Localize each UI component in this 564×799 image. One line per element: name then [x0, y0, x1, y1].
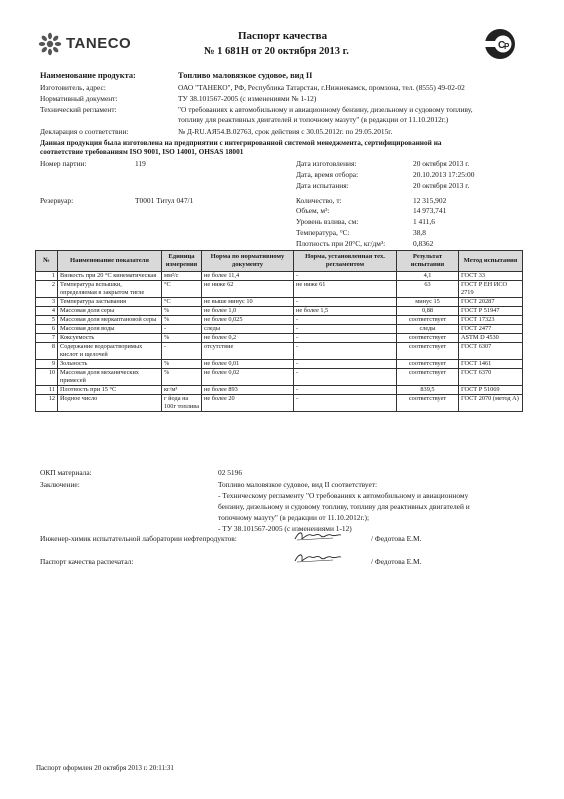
row-norm: не более 0,025: [202, 316, 294, 325]
row-norm: не более 11,4: [202, 272, 294, 281]
row-result: 0,88: [397, 307, 459, 316]
manufacturer-value: ОАО "ТАНЕКО", РФ, Республика Татарстан, г.Нижнекамск, промзона, тел. (8555) 49-02-02: [178, 83, 465, 92]
row-norm: не выше минус 10: [202, 298, 294, 307]
table-row: [36, 298, 523, 307]
row-regulation: -: [294, 272, 397, 281]
row-indicator: Температура застывания: [58, 298, 162, 307]
row-norm: не более 0,01: [202, 360, 294, 369]
row-unit: %: [162, 334, 202, 343]
certification-mark-icon: [482, 26, 518, 62]
engineer-signature-label: Инженер-химик испытательной лаборатории нефтепродуктов:: [40, 534, 237, 543]
row-norm: не более 0,2: [202, 334, 294, 343]
table-row: [36, 343, 523, 360]
table-row: [36, 395, 523, 412]
normative-doc-value: ТУ 38.101567-2005 (с изменениями № 1-12): [178, 94, 317, 103]
row-unit: кг/м³: [162, 386, 202, 395]
table-row: [36, 386, 523, 395]
row-regulation: -: [294, 386, 397, 395]
row-method: ГОСТ Р 51069: [459, 386, 523, 395]
product-name-label: Наименование продукта:: [40, 71, 136, 80]
product-name-value: Топливо маловязкое судовое, вид II: [178, 71, 313, 80]
sampling-date-label: Дата, время отбора:: [296, 170, 359, 179]
row-norm: не ниже 62: [202, 281, 294, 298]
row-number: 7: [36, 334, 58, 343]
volume-value: 14 973,741: [413, 206, 447, 215]
tech-regulation-label: Технический регламент:: [40, 105, 117, 114]
row-regulation: -: [294, 325, 397, 334]
table-row: [36, 307, 523, 316]
row-unit: г йода на 100г топлива: [162, 395, 202, 412]
sampling-date-value: 20.10.2013 17:25:00: [413, 170, 475, 179]
row-unit: °С: [162, 298, 202, 307]
row-number: 2: [36, 281, 58, 298]
row-regulation: -: [294, 369, 397, 386]
conclusion-line: бензину, дизельному и судовому топливу, топливу для реактивных двигателей и: [218, 502, 470, 511]
taneco-emblem-icon: [38, 32, 62, 56]
row-number: 10: [36, 369, 58, 386]
row-method: ГОСТ Р 51947: [459, 307, 523, 316]
row-result: соответствует: [397, 369, 459, 386]
table-row: [36, 360, 523, 369]
row-result: соответствует: [397, 343, 459, 360]
reservoir-value: Т0001 Титул 047/1: [135, 196, 194, 205]
row-norm: не более 893: [202, 386, 294, 395]
row-result: соответствует: [397, 316, 459, 325]
conclusion-line: - ТУ 38.101567-2005 (с изменениями 1-12): [218, 524, 352, 533]
row-method: ГОСТ Р ЕН ИСО 2719: [459, 281, 523, 298]
row-unit: %: [162, 369, 202, 386]
production-date-value: 20 октября 2013 г.: [413, 159, 470, 168]
quantity-value: 12 315,902: [413, 196, 447, 205]
col-header-regulation: Норма, установленная тех. регламентом: [294, 251, 397, 272]
temperature-label: Температура, °С:: [296, 228, 350, 237]
table-row: [36, 316, 523, 325]
row-method: ГОСТ 6307: [459, 343, 523, 360]
row-number: 6: [36, 325, 58, 334]
test-date-value: 20 октября 2013 г.: [413, 181, 470, 190]
row-indicator: Плотность при 15 °С: [58, 386, 162, 395]
table-row: [36, 281, 523, 298]
row-result: 839,5: [397, 386, 459, 395]
row-unit: %: [162, 360, 202, 369]
row-indicator: Содержание водорастворимых кислот и щелочей: [58, 343, 162, 360]
row-number: 4: [36, 307, 58, 316]
footer-timestamp: Паспорт оформлен 20 октября 2013 г. 20:11:31: [36, 764, 174, 772]
row-method: ГОСТ 2477: [459, 325, 523, 334]
table-row: [36, 334, 523, 343]
engineer-signature-icon: [293, 529, 343, 543]
row-indicator: Массовая доля серы: [58, 307, 162, 316]
tech-regulation-value: "О требованиях к автомобильному и авиационному бензину, дизельному и судовому топливу,: [178, 105, 473, 114]
reservoir-label: Резервуар:: [40, 196, 74, 205]
row-regulation: -: [294, 395, 397, 412]
row-number: 5: [36, 316, 58, 325]
row-norm: не более 20: [202, 395, 294, 412]
table-body: [36, 272, 523, 412]
row-regulation: -: [294, 360, 397, 369]
col-header-unit: Единица измерения: [162, 251, 202, 272]
row-indicator: Зольность: [58, 360, 162, 369]
col-header-indicator: Наименование показателя: [58, 251, 162, 272]
table-row: [36, 325, 523, 334]
row-result: 63: [397, 281, 459, 298]
logo-text: TANECO: [66, 35, 132, 52]
row-method: ГОСТ 2070 (метод А): [459, 395, 523, 412]
row-method: ГОСТ 17323: [459, 316, 523, 325]
row-norm: следы: [202, 325, 294, 334]
document-title: Паспорт качества: [238, 30, 328, 42]
col-header-number: №: [36, 251, 58, 272]
row-indicator: Температура вспышки, определяемая в закрытом тигле: [58, 281, 162, 298]
row-number: 8: [36, 343, 58, 360]
batch-label: Номер партии:: [40, 159, 87, 168]
svg-text:Р: Р: [504, 42, 510, 51]
row-unit: %: [162, 316, 202, 325]
row-indicator: Массовая доля меркаптановой серы: [58, 316, 162, 325]
certification-line-1: Данная продукция была изготовлена на предприятии с интегрированной системой менеджмента, сертифицированной на: [40, 138, 442, 147]
quantity-label: Количество, т:: [296, 196, 342, 205]
conclusion-line: Топливо маловязкое судовое, вид II соответствует:: [218, 480, 378, 489]
manufacturer-label: Изготовитель, адрес:: [40, 83, 106, 92]
row-regulation: не ниже 61: [294, 281, 397, 298]
row-unit: -: [162, 325, 202, 334]
certification-line-2: соответствие требованиям ISO 9001, ISO 14001, OHSAS 18001: [40, 147, 244, 156]
conclusion-line: топочному мазуту" (в редакции от 11.10.2012г.);: [218, 513, 370, 522]
row-norm: не более 1,0: [202, 307, 294, 316]
row-result: 4,1: [397, 272, 459, 281]
row-number: 9: [36, 360, 58, 369]
printer-signature-label: Паспорт качества распечатал:: [40, 557, 134, 566]
test-date-label: Дата испытания:: [296, 181, 349, 190]
printer-signature-icon: [293, 551, 343, 565]
batch-value: 119: [135, 159, 146, 168]
fill-level-label: Уровень взлива, см:: [296, 217, 359, 226]
row-regulation: не более 1,5: [294, 307, 397, 316]
col-header-norm: Норма по нормативному документу: [202, 251, 294, 272]
density-value: 0,8362: [413, 239, 434, 248]
row-method: ГОСТ 6370: [459, 369, 523, 386]
row-result: соответствует: [397, 360, 459, 369]
row-method: ГОСТ 20287: [459, 298, 523, 307]
row-number: 12: [36, 395, 58, 412]
row-result: соответствует: [397, 334, 459, 343]
row-indicator: Вязкость при 20 °С кинематическая: [58, 272, 162, 281]
row-unit: -: [162, 343, 202, 360]
printer-signature-name: / Федотова Е.М.: [371, 557, 422, 566]
production-date-label: Дата изготовления:: [296, 159, 357, 168]
row-method: ASTM D 4530: [459, 334, 523, 343]
row-indicator: Йодное число: [58, 395, 162, 412]
row-method: ГОСТ 33: [459, 272, 523, 281]
volume-label: Объем, м³:: [296, 206, 330, 215]
engineer-signature-name: / Федотова Е.М.: [371, 534, 422, 543]
row-indicator: Коксуемость: [58, 334, 162, 343]
row-number: 3: [36, 298, 58, 307]
declaration-value: № Д-RU.АЯ54.В.02763, срок действия с 30.05.2012г. по 29.05.2015г.: [178, 127, 393, 136]
row-indicator: Массовая доля воды: [58, 325, 162, 334]
table-row: [36, 369, 523, 386]
tech-regulation-value-cont: топливу для реактивных двигателей и топочному мазуту" (в редакции от 11.10.2012г.): [178, 115, 449, 124]
row-norm: отсутствие: [202, 343, 294, 360]
table-row: [36, 272, 523, 281]
okp-value: 02 5196: [218, 468, 243, 477]
declaration-label: Декларация о соответствии:: [40, 127, 129, 136]
conclusion-line: - Техническому регламенту "О требованиях к автомобильному и авиационному: [218, 491, 469, 500]
svg-text:С: С: [498, 40, 506, 51]
document-number: № 1 681Н от 20 октября 2013 г.: [204, 46, 349, 57]
density-label: Плотность при 20°С, кг/дм³:: [296, 239, 386, 248]
row-method: ГОСТ 1461: [459, 360, 523, 369]
col-header-result: Результат испытания: [397, 251, 459, 272]
temperature-value: 38,8: [413, 228, 426, 237]
col-header-method: Метод испытания: [459, 251, 523, 272]
row-number: 11: [36, 386, 58, 395]
row-unit: %: [162, 307, 202, 316]
row-regulation: -: [294, 343, 397, 360]
row-regulation: -: [294, 316, 397, 325]
fill-level-value: 1 411,6: [413, 217, 435, 226]
row-norm: не более 0,02: [202, 369, 294, 386]
row-unit: °С: [162, 281, 202, 298]
conclusion-label: Заключение:: [40, 480, 80, 489]
normative-doc-label: Нормативный документ:: [40, 94, 118, 103]
row-result: следы: [397, 325, 459, 334]
row-unit: мм²/с: [162, 272, 202, 281]
row-number: 1: [36, 272, 58, 281]
row-result: соответствует: [397, 395, 459, 412]
quality-table: [35, 250, 523, 412]
row-result: минус 15: [397, 298, 459, 307]
row-regulation: -: [294, 334, 397, 343]
okp-label: ОКП материала:: [40, 468, 92, 477]
row-indicator: Массовая доля механических примесей: [58, 369, 162, 386]
table-header-row: [36, 251, 523, 272]
row-regulation: -: [294, 298, 397, 307]
